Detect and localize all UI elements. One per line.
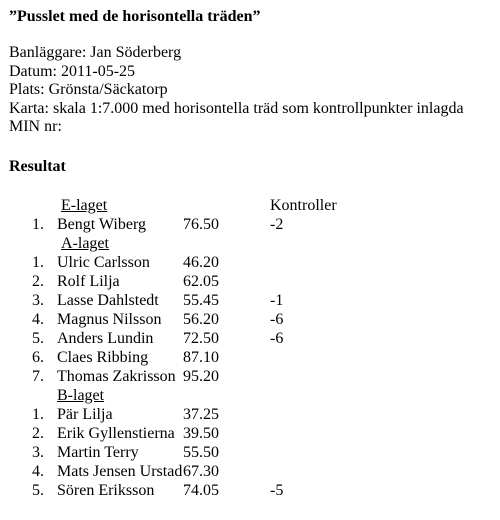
missed-controls: -1 (270, 292, 284, 309)
missed-controls: -6 (270, 330, 284, 347)
placement-number: 5. (32, 482, 44, 499)
result-row (9, 291, 497, 310)
finish-time: 37.25 (183, 406, 219, 423)
finish-time: 55.50 (183, 444, 219, 461)
result-row (9, 462, 497, 481)
result-row (9, 310, 497, 329)
result-row (9, 405, 497, 424)
placement-number: 2. (32, 425, 44, 442)
group-header-row (9, 196, 497, 215)
participant-name: Thomas Zakrisson (57, 368, 176, 385)
course-setter-line: Banläggare: Jan Söderberg (9, 44, 182, 61)
finish-time: 39.50 (183, 425, 219, 442)
participant-name: Rolf Lilja (57, 273, 120, 290)
group-name: A-laget (61, 235, 109, 252)
finish-time: 55.45 (183, 292, 219, 309)
location-line: Plats: Grönsta/Säckatorp (9, 81, 168, 98)
placement-number: 5. (32, 330, 44, 347)
finish-time: 74.05 (183, 482, 219, 499)
placement-number: 4. (32, 311, 44, 328)
result-row (9, 215, 497, 234)
result-row (9, 329, 497, 348)
result-row (9, 481, 497, 500)
result-row (9, 443, 497, 462)
result-row (9, 367, 497, 386)
event-metadata (9, 44, 464, 137)
participant-name: Martin Terry (57, 444, 139, 461)
map-line: Karta: skala 1:7.000 med horisontella träd som kontrollpunkter inlagda (9, 99, 464, 117)
placement-number: 7. (32, 368, 44, 385)
group-header-row (9, 386, 497, 405)
min-number-line: MIN nr: (9, 118, 62, 135)
results-heading: Resultat (9, 158, 66, 175)
placement-number: 1. (32, 216, 44, 233)
participant-name: Pär Lilja (57, 406, 113, 423)
participant-name: Magnus Nilsson (57, 311, 162, 328)
group-name: E-laget (61, 197, 108, 214)
placement-number: 6. (32, 349, 44, 366)
document-title: ”Pusslet med de horisontella träden” (9, 8, 261, 25)
group-name: B-laget (57, 387, 105, 404)
participant-name: Lasse Dahlstedt (57, 292, 159, 309)
placement-number: 1. (32, 406, 44, 423)
result-row (9, 348, 497, 367)
results-table (9, 196, 497, 500)
finish-time: 76.50 (183, 216, 219, 233)
kontroller-column-header: Kontroller (270, 197, 337, 214)
participant-name: Anders Lundin (57, 330, 154, 347)
participant-name: Mats Jensen Urstad (57, 463, 183, 480)
finish-time: 62.05 (183, 273, 219, 290)
finish-time: 56.20 (183, 311, 219, 328)
placement-number: 2. (32, 273, 44, 290)
missed-controls: -6 (270, 311, 284, 328)
result-row (9, 272, 497, 291)
participant-name: Ulric Carlsson (57, 254, 150, 271)
group-header-row (9, 234, 497, 253)
date-line: Datum: 2011-05-25 (9, 62, 136, 80)
placement-number: 1. (32, 254, 44, 271)
missed-controls: -2 (270, 216, 284, 233)
missed-controls: -5 (270, 482, 284, 499)
participant-name: Erik Gyllenstierna (57, 425, 175, 442)
finish-time: 87.10 (183, 349, 219, 366)
result-row (9, 424, 497, 443)
finish-time: 95.20 (183, 368, 219, 385)
placement-number: 3. (32, 444, 44, 461)
placement-number: 3. (32, 292, 44, 309)
finish-time: 72.50 (183, 330, 219, 347)
finish-time: 46.20 (183, 254, 219, 271)
participant-name: Claes Ribbing (57, 349, 149, 366)
participant-name: Bengt Wiberg (57, 216, 146, 233)
result-row (9, 253, 497, 272)
participant-name: Sören Eriksson (57, 482, 155, 499)
placement-number: 4. (32, 463, 44, 480)
finish-time: 67.30 (183, 463, 219, 480)
